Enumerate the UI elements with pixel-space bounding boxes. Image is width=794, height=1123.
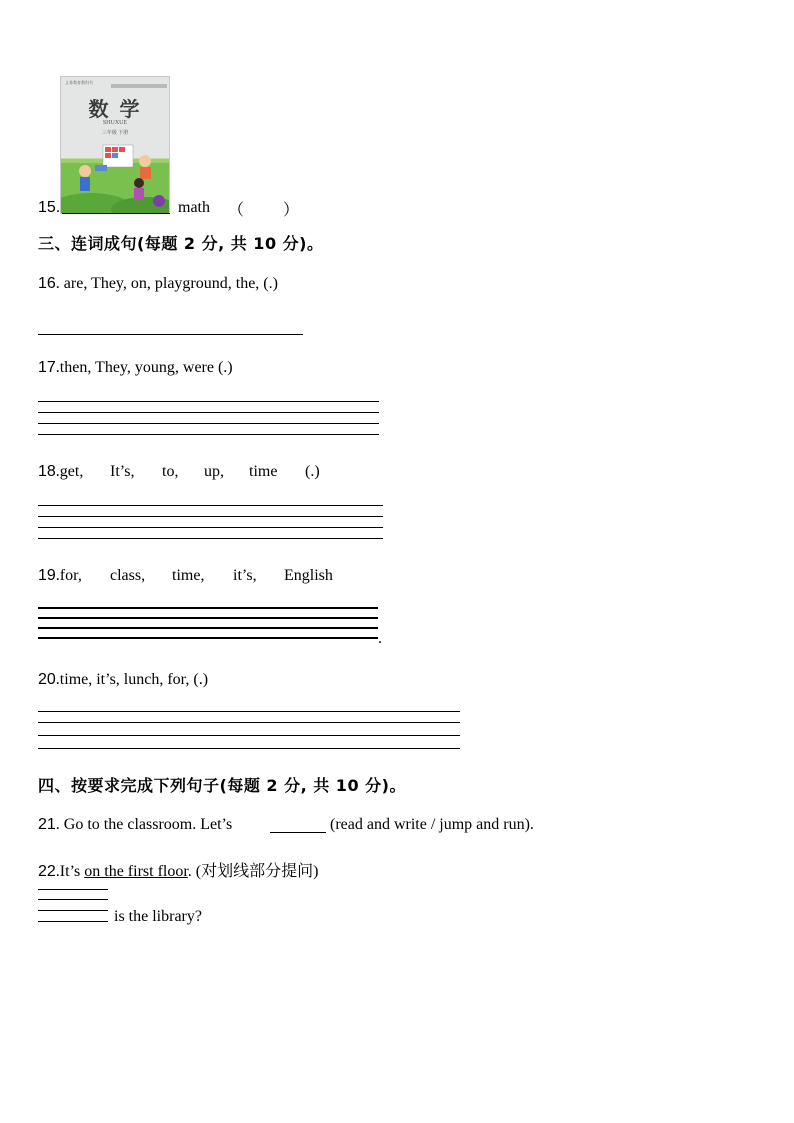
question-18-answer-line-3[interactable] <box>38 527 383 528</box>
question-19-word-5: English <box>284 567 333 584</box>
question-16-number: 16 <box>38 275 56 292</box>
question-18-word-3: to, <box>162 463 179 480</box>
question-18-answer-line-1[interactable] <box>38 505 383 506</box>
question-22-answer-line-3[interactable] <box>38 910 108 911</box>
question-19-number <box>38 567 82 585</box>
cover-grade-text: 三年级 下册 <box>101 131 129 136</box>
question-18-number-text: 18 <box>38 463 56 480</box>
question-15-number: 15. <box>38 199 61 216</box>
question-18-answer-line-4[interactable] <box>38 538 383 539</box>
section-4-heading: 四、按要求完成下列句子(每题 2 分, 共 10 分)。 <box>38 776 406 795</box>
question-22-number: 22 <box>38 863 56 880</box>
question-20-text: .time, it’s, lunch, for, (.) <box>55 671 209 688</box>
question-17-answer-line-2[interactable] <box>38 412 379 413</box>
question-22-answer-line-2[interactable] <box>38 899 108 900</box>
question-21-text-before: . Go to the classroom. Let’s <box>55 816 233 833</box>
question-22 <box>38 858 318 881</box>
question-22-answer-line-4[interactable] <box>38 921 108 922</box>
question-15-image-underline <box>62 213 170 214</box>
question-17-answer-line-1[interactable] <box>38 401 379 402</box>
question-17-answer-line-3[interactable] <box>38 423 379 424</box>
question-17-number: 17 <box>38 359 56 376</box>
question-19-answer-line-2[interactable] <box>38 617 378 619</box>
question-15-paren-close: ） <box>283 202 300 219</box>
question-16-text: . are, They, on, playground, the, (.) <box>55 275 278 292</box>
question-18-word-5: time <box>249 463 278 480</box>
math-textbook-cover-image <box>60 76 170 214</box>
question-18-word-2: It’s, <box>110 463 135 480</box>
question-19-answer-line-3[interactable] <box>38 627 378 629</box>
question-17 <box>38 359 233 377</box>
question-21-number: 21 <box>38 816 56 833</box>
question-22-underlined: on the first floor <box>84 863 188 880</box>
question-21-answer-blank[interactable] <box>270 832 326 833</box>
question-17-text: .then, They, young, were (.) <box>55 359 233 376</box>
question-20-answer-line-1[interactable] <box>38 711 460 712</box>
question-20-answer-line-4[interactable] <box>38 748 460 749</box>
cover-header-strip <box>111 84 167 88</box>
question-21 <box>38 816 232 834</box>
question-20-answer-line-3[interactable] <box>38 735 460 736</box>
question-19-word-2: class, <box>110 567 146 584</box>
cover-title: 数 学 <box>88 97 142 121</box>
question-19-word-1: .for, <box>55 567 82 584</box>
question-22-suffix: . (对划线部分提问) <box>187 863 319 880</box>
cover-pinyin: SHUXUE <box>102 120 128 126</box>
question-15-word: math <box>178 199 210 216</box>
question-16 <box>38 275 278 293</box>
question-18-word-4: up, <box>204 463 224 480</box>
question-16-answer-line[interactable] <box>38 334 303 335</box>
question-18-answer-line-2[interactable] <box>38 516 383 517</box>
question-15-paren-open: （ <box>228 202 245 219</box>
question-18-word-1: .get, <box>55 463 84 480</box>
cover-illustration <box>61 137 169 213</box>
cover-top-text: 义务教育教科书 <box>65 80 93 85</box>
question-22-prefix: .It’s <box>55 863 85 880</box>
question-20 <box>38 671 208 689</box>
question-20-answer-line-2[interactable] <box>38 722 460 723</box>
question-19-answer-line-4[interactable] <box>38 637 378 639</box>
question-19-number-text: 19 <box>38 567 56 584</box>
question-19-end-mark: . <box>378 630 382 647</box>
question-18-number <box>38 463 83 481</box>
section-3-heading: 三、连词成句(每题 2 分, 共 10 分)。 <box>38 234 324 253</box>
question-18-word-6: (.) <box>305 463 320 480</box>
question-19-word-3: time, <box>172 567 205 584</box>
question-19-answer-line-1[interactable] <box>38 607 378 609</box>
question-17-answer-line-4[interactable] <box>38 434 379 435</box>
question-22-answer-suffix: is the library? <box>114 908 202 925</box>
question-20-number: 20 <box>38 671 56 688</box>
question-21-text-after: (read and write / jump and run). <box>330 816 534 833</box>
question-22-answer-line-1[interactable] <box>38 889 108 890</box>
question-19-word-4: it’s, <box>233 567 257 584</box>
